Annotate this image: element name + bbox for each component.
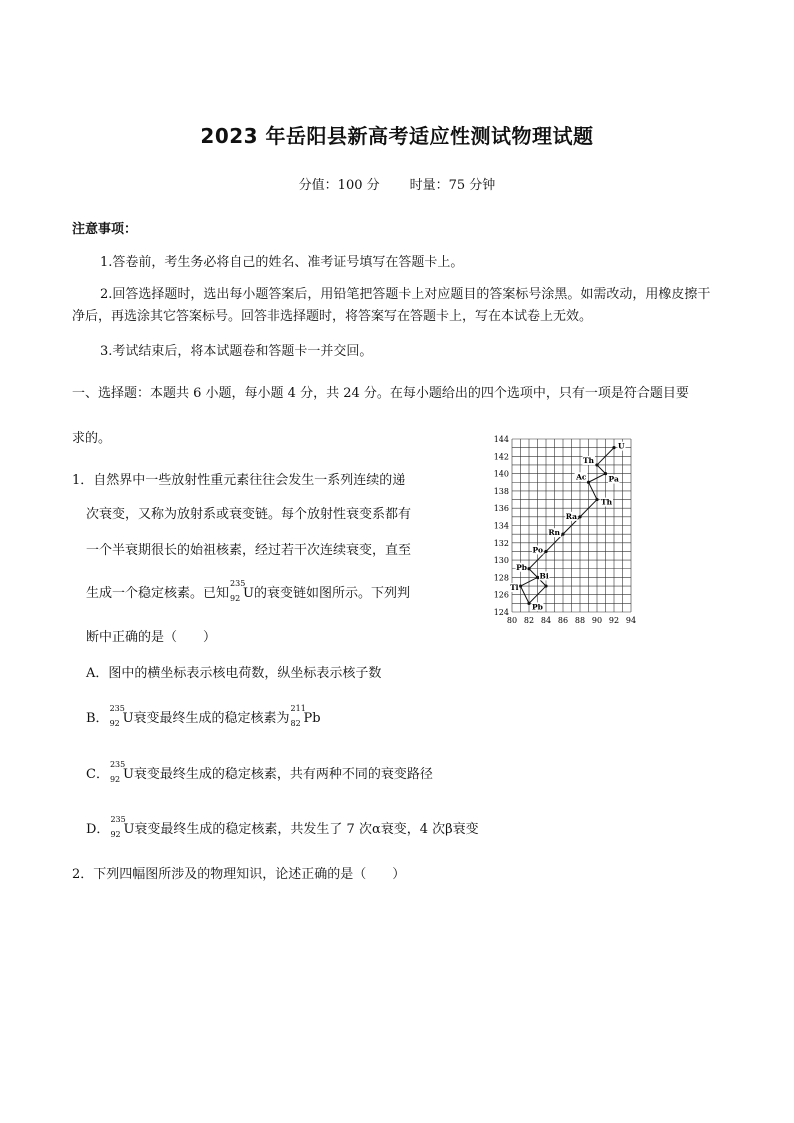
y-tick-label: 140 [493, 469, 509, 479]
point-label-ra: Ra [565, 511, 577, 521]
x-tick-label: 92 [608, 616, 620, 625]
y-tick-label: 126 [493, 590, 509, 600]
y-tick-label: 134 [493, 521, 509, 531]
decay-point [612, 446, 615, 449]
isotope-u235: 235 92 [109, 760, 126, 784]
isotope-u235: 235 92 [109, 704, 125, 728]
decay-point [561, 533, 564, 536]
y-tick-label: 132 [493, 538, 509, 548]
y-tick-label: 144 [493, 435, 509, 444]
isotope-u235: 235 92 [110, 815, 126, 839]
q1-option-c: C． 235 92 U衰变最终生成的稳定核素，共有两种不同的衰变路径 [86, 760, 433, 784]
score-info: 分值：100 分 [298, 178, 380, 193]
x-tick-label: 80 [506, 616, 518, 625]
decay-point [544, 550, 547, 553]
section-heading-line2: 求的。 [72, 431, 112, 446]
y-tick-label: 138 [493, 486, 509, 496]
decay-point [604, 472, 607, 475]
point-label-bi: Bi [539, 571, 549, 581]
point-label-pa: Pa [608, 474, 619, 484]
q1-option-d: D． 235 92 U衰变最终生成的稳定核素，共发生了 7 次α衰变，4 次β衰变 [86, 815, 479, 839]
notice-item-1: 1.答卷前，考生务必将自己的姓名、准考证号填写在答题卡上。 [100, 255, 464, 270]
q1-option-a: A．图中的横坐标表示核电荷数，纵坐标表示核子数 [86, 666, 382, 681]
point-label-u: U [618, 441, 625, 451]
q1-line4: 生成一个稳定核素。已知 235 92 U的衰变链如图所示。下列判 [86, 579, 410, 603]
notice-item-3: 3.考试结束后，将本试题卷和答题卡一并交回。 [100, 344, 373, 359]
isotope-pb211: 211 82 [290, 704, 306, 728]
decay-point [519, 584, 522, 587]
notice-title: 注意事项： [72, 222, 138, 237]
y-tick-label: 142 [493, 452, 509, 462]
point-label-th: Th [601, 497, 613, 507]
exam-meta [0, 174, 794, 193]
q1-line2: 次衰变，又称为放射系或衰变链。每个放射性衰变系都有 [86, 507, 412, 522]
time-info: 时量：75 分钟 [409, 178, 496, 193]
decay-chain-chart [488, 432, 648, 628]
x-tick-label: 88 [574, 616, 586, 625]
decay-point [595, 498, 598, 501]
decay-point [527, 602, 530, 605]
x-tick-label: 94 [625, 616, 637, 625]
point-label-pb: Pb [532, 602, 543, 612]
decay-point [595, 463, 598, 466]
page-title: 2023 年岳阳县新高考适应性测试物理试题 [200, 124, 594, 148]
point-label-ac: Ac [576, 472, 587, 482]
decay-point [544, 584, 547, 587]
decay-point [527, 567, 530, 570]
q1-option-b: B． 235 92 U衰变最终生成的稳定核素为 211 82 Pb [86, 704, 321, 728]
point-label-pb: Pb [516, 562, 527, 572]
y-tick-label: 128 [493, 573, 509, 583]
x-tick-label: 84 [540, 616, 552, 625]
notice-item-2: 2.回答选择题时，选出每小题答案后，用铅笔把答题卡上对应题目的答案标号涂黑。如需改动，用橡皮擦干净后，再选涂其它答案标号。回答非选择题时，将答案写在答题卡上，写在本试卷上无效。 [72, 287, 711, 324]
x-tick-labels [507, 616, 636, 625]
q2-stem: 2．下列四幅图所涉及的物理知识，论述正确的是（ ） [72, 867, 406, 882]
point-label-rn: Rn [548, 528, 560, 538]
y-tick-labels [494, 435, 509, 617]
point-label-tl: Tl [510, 583, 519, 593]
q1-line5: 断中正确的是（ ） [86, 630, 217, 645]
q1-line3: 一个半衰期很长的始祖核素，经过若干次连续衰变，直至 [86, 543, 412, 558]
isotope-u235: 235 92 [230, 579, 246, 603]
y-tick-label: 124 [493, 608, 509, 617]
x-tick-label: 90 [591, 616, 603, 625]
q1-line1: 1．自然界中一些放射性重元素往往会发生一系列连续的递 [72, 473, 406, 488]
x-tick-label: 82 [523, 616, 535, 625]
point-label-po: Po [532, 545, 543, 555]
decay-point [578, 515, 581, 518]
x-tick-label: 86 [557, 616, 569, 625]
y-tick-label: 136 [493, 504, 509, 514]
section-heading-line1: 一、选择题：本题共 6 小题，每小题 4 分，共 24 分。在每小题给出的四个选项中，只有一项是符合题目要 [72, 386, 689, 401]
point-label-th: Th [582, 455, 594, 465]
y-tick-label: 130 [493, 556, 509, 566]
